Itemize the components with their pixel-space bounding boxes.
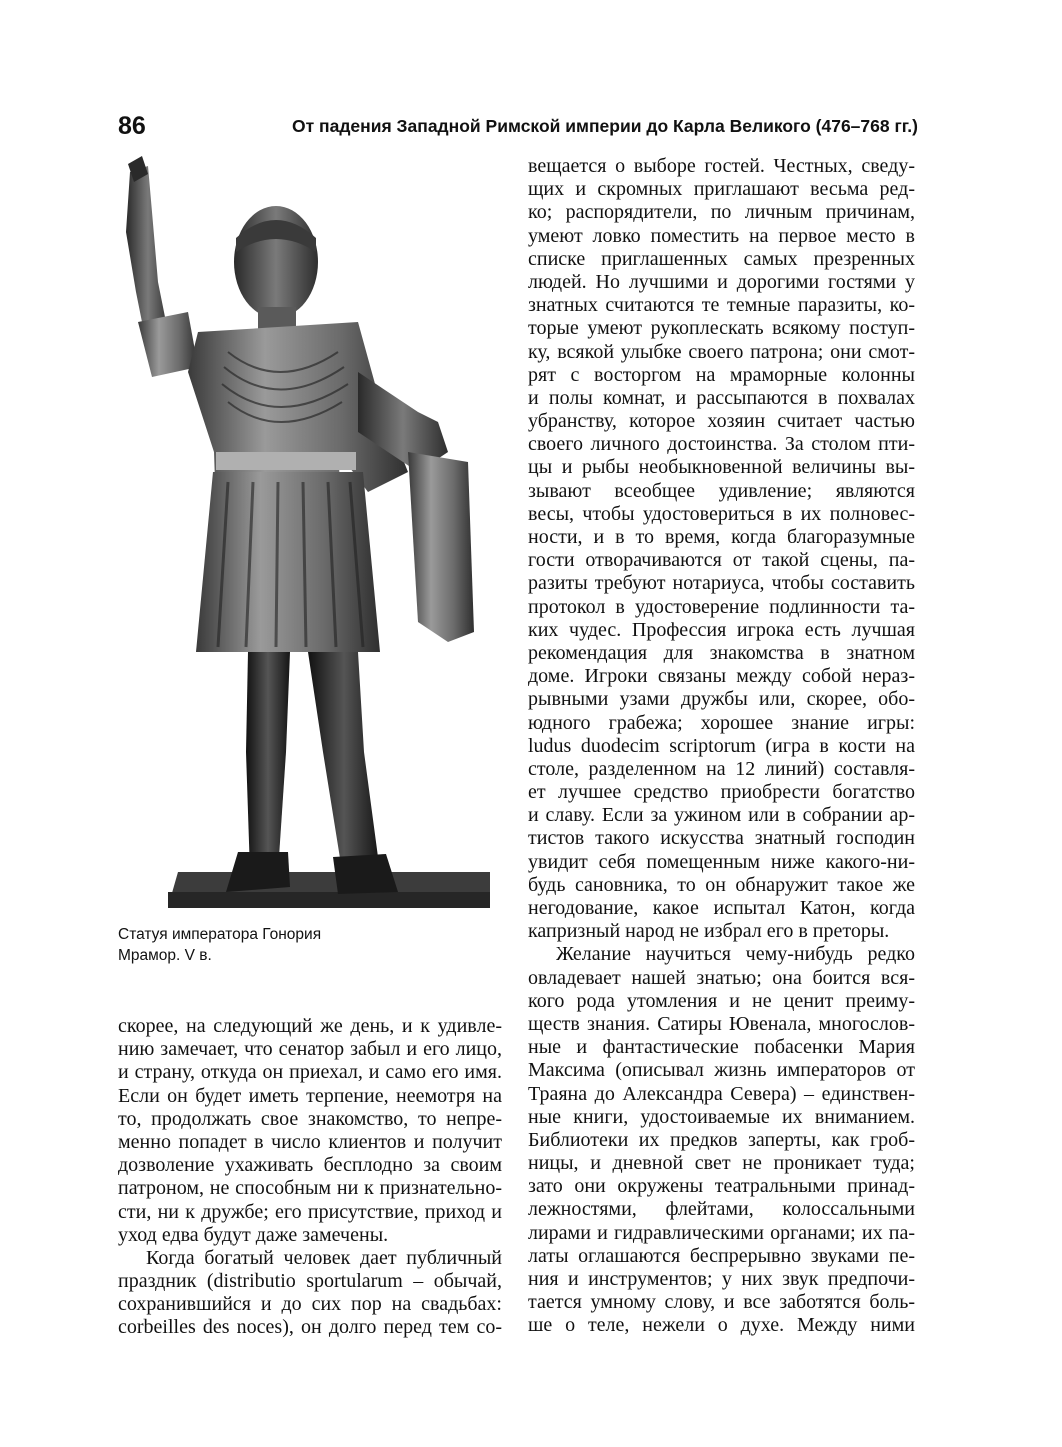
text-line: corbeilles des noces), он долго перед тем со- <box>118 1316 502 1339</box>
text-line: столе, разделенном на 12 линий) составля- <box>528 757 915 780</box>
statue-photo <box>118 152 490 912</box>
text-line: Библиотеки их предков заперты, как гроб- <box>528 1128 915 1151</box>
text-line: увидит себя помещенным ниже какого-ни- <box>528 850 915 873</box>
page-number: 86 <box>118 112 146 140</box>
text-line: ку, всякой улыбке своего патрона; они смот- <box>528 340 915 363</box>
text-line: негодование, какое испытал Катон, когда <box>528 897 915 919</box>
text-line: и страну, откуда он приехал, и само его имя. <box>118 1061 502 1084</box>
text-line: доме. Игроки связаны между собой нераз- <box>528 665 915 688</box>
text-line: уход едва будут даже замечены. <box>118 1223 389 1246</box>
text-line: людей. Но лучшими и дорогими гостями у <box>528 270 915 293</box>
text-line: ницы, и дневной свет не проникает туда; <box>528 1152 915 1175</box>
text-line: кого рода утомления и не ценит преиму- <box>528 989 915 1012</box>
text-line: патроном, не способным ни к признательно- <box>118 1177 502 1200</box>
text-line: Если он будет иметь терпение, неемотря на <box>118 1084 502 1107</box>
figure-caption <box>118 924 490 966</box>
text-line: сти, ни к дружбе; его присутствие, приход и <box>118 1200 502 1223</box>
text-line: то, продолжать свое знакомство, то непре- <box>118 1107 502 1130</box>
text-line: щих и скромных приглашают весьма ред- <box>528 178 915 201</box>
page-header <box>118 112 918 142</box>
text-line: ет лучшее средство приобрести богатство <box>528 781 915 804</box>
text-line: ния и инструментов; у них звук предпочи- <box>528 1268 915 1290</box>
text-line: знатных считаются те темные паразиты, ко- <box>528 294 915 317</box>
text-line: лирами и гидравлическими органами; их па- <box>528 1221 915 1244</box>
text-line: и полы комнат, и рассыпаются в похвалах <box>528 386 915 409</box>
text-line: списке приглашенных самых презренных <box>528 247 915 270</box>
text-line: ludus duodecim scriptorum (игра в кости на <box>528 734 915 757</box>
caption-material: Мрамор. V в. <box>118 947 212 964</box>
text-line: протокол в удостоверение подлинности та- <box>528 595 915 618</box>
text-line: и славу. Если за ужином или в собрании ар- <box>528 804 915 827</box>
caption-title: Статуя императора Гонория <box>118 926 322 943</box>
text-line: будь сановника, то он обнаружит такое же <box>528 873 915 896</box>
text-line: ществ знания. Сатиры Ювенала, многослов- <box>528 1012 915 1035</box>
text-line: вещается о выборе гостей. Честных, сведу- <box>528 155 915 177</box>
text-line: весы, чтобы удостовериться в их полновес- <box>528 502 915 525</box>
text-line: Максима (описывал жизнь императоров от <box>528 1059 915 1082</box>
text-line: рят с восторгом на мраморные колонны <box>528 363 915 386</box>
text-line: торые умеют рукоплескать всякому поступ- <box>528 317 915 340</box>
text-line: ких чудес. Профессия игрока есть лучшая <box>528 618 915 641</box>
text-line: тистов такого искусства знатный господин <box>528 827 915 850</box>
text-line: Желание научиться чему-нибудь редко <box>556 943 915 966</box>
text-line: ные книги, удостоиваемые их вниманием. <box>528 1105 915 1128</box>
text-line: ные и фантастические побасенки Мария <box>528 1036 915 1059</box>
text-line: рывными узами дружбы или, скорее, обо- <box>528 688 915 711</box>
text-line: ко; распорядители, по личным причинам, <box>528 201 915 224</box>
text-line: ше о теле, нежели о духе. Между ними <box>528 1314 915 1337</box>
text-line: овладевает нашей знатью; она боится вся- <box>528 966 915 989</box>
text-line: сохранившийся и до сих пор на свадьбах: <box>118 1293 502 1316</box>
text-line: зывают всеобщее удивление; являются <box>528 479 915 502</box>
text-line: лежностями, флейтами, колоссальными <box>528 1198 915 1221</box>
text-line: капризный народ не избрал его в преторы. <box>528 920 890 943</box>
text-line: юдного грабежа; хорошее знание игры: <box>528 711 915 734</box>
text-line: праздник (distributio sportularum – обычай, <box>118 1270 502 1293</box>
text-line: убранству, которое хозяин считает частью <box>528 410 915 433</box>
text-line: разиты требуют нотариуса, чтобы составить <box>528 572 915 595</box>
text-line: дозволение ухаживать бесплодно за своим <box>118 1154 502 1177</box>
running-title: От падения Западной Римской империи до Карла Великого (476–768 гг.) <box>291 116 918 136</box>
text-line: своего личного достоинства. За столом пти- <box>528 433 915 456</box>
text-line: менно попадет в число клиентов и получит <box>118 1130 502 1153</box>
text-line: ности, и в то время, когда благоразумные <box>528 526 915 548</box>
text-line: рекомендация для знакомства в знатном <box>528 641 915 664</box>
text-line: тается умному слову, и все заботятся боль- <box>528 1291 915 1314</box>
text-line: скорее, на следующий же день, и к удивле- <box>118 1015 502 1037</box>
text-line: цы и рыбы необыкновенной величины вы- <box>528 456 915 479</box>
text-line: умеют ловко поместить на первое место в <box>528 224 915 247</box>
text-line: нию замечает, что сенатор забыл и его лицо, <box>118 1038 502 1061</box>
text-line: гости отворачиваются от такой сцены, па- <box>528 549 915 572</box>
left-text-column <box>118 1015 502 1340</box>
text-line: Когда богатый человек дает публичный <box>146 1246 502 1269</box>
text-line: зато они окружены театральными принад- <box>528 1175 915 1198</box>
right-text-column <box>528 155 915 1338</box>
text-line: Траяна до Александра Севера) – единствен- <box>528 1082 915 1105</box>
text-line: латы оглашаются беспрерывно звуками пе- <box>528 1244 915 1267</box>
